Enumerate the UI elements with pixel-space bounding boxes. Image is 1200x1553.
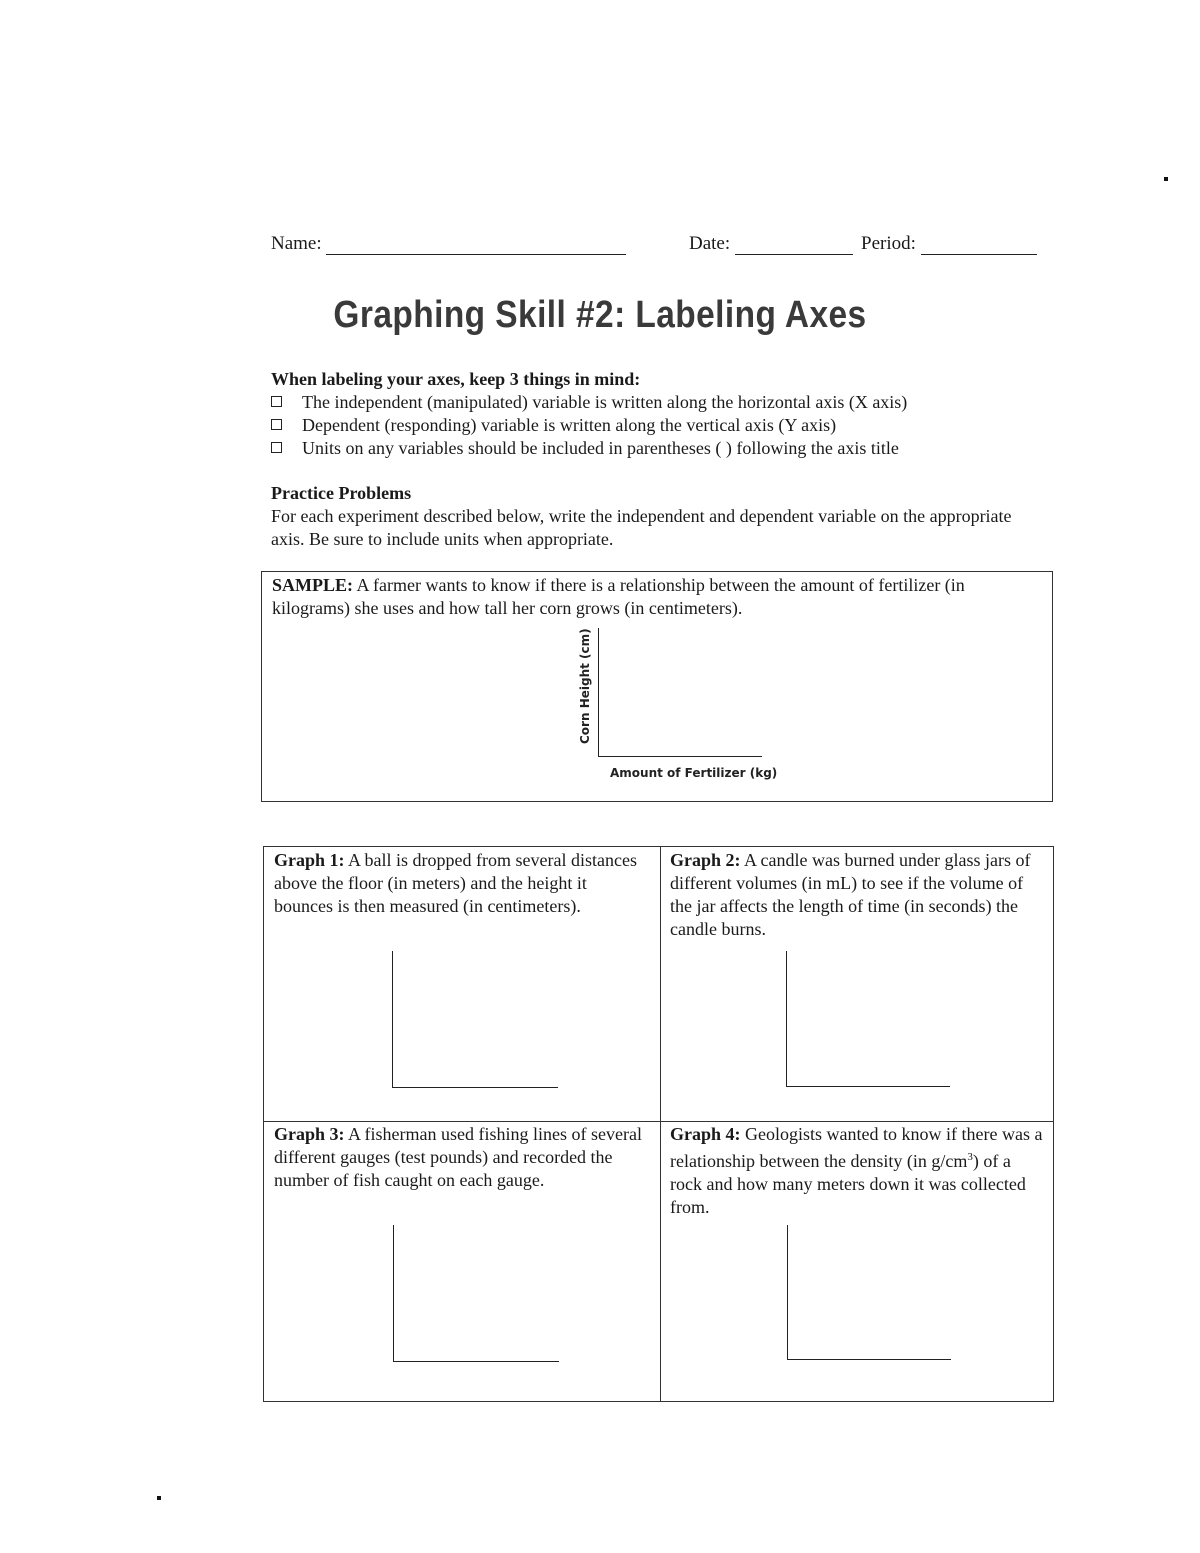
graph-1-description: Graph 1: A ball is dropped from several distances above the floor (in meters) and the height it bounces is then measured (in centimeters). <box>274 850 637 916</box>
bullet-item: Dependent (responding) variable is written along the vertical axis (Y axis) <box>271 414 1071 437</box>
sample-x-axis <box>598 756 762 757</box>
intro-heading: When labeling your axes, keep 3 things in mind: <box>271 369 641 389</box>
period-blank[interactable] <box>921 232 1037 255</box>
checkbox-icon <box>271 419 282 430</box>
sample-box <box>261 571 1053 802</box>
checkbox-icon <box>271 442 282 453</box>
scan-speck <box>1164 177 1168 181</box>
practice-heading: Practice Problems <box>271 483 412 503</box>
date-blank[interactable] <box>735 232 853 255</box>
bullet-item: The independent (manipulated) variable is written along the horizontal axis (X axis) <box>271 391 1071 414</box>
page-title: Graphing Skill #2: Labeling Axes <box>333 294 867 336</box>
practice-section <box>271 482 1031 551</box>
intro-section <box>271 368 1071 460</box>
practice-instructions: For each experiment described below, write the independent and dependent variable on the appropriate axis. Be sure to include units when appropriate. <box>271 506 1012 549</box>
graph-3-label: Graph 3: <box>274 1124 345 1144</box>
graph-4-y-axis[interactable] <box>787 1225 788 1359</box>
graph-2-cell <box>660 847 1055 1121</box>
graph-1-cell <box>264 847 660 1121</box>
name-label: Name: <box>271 233 322 254</box>
graph-grid <box>263 846 1054 1402</box>
graph-2-description: Graph 2: A candle was burned under glass jars of different volumes (in mL) to see if the volume of the jar affects the length of time (in seconds) the candle burns. <box>670 850 1031 939</box>
graph-3-description: Graph 3: A fisherman used fishing lines of several different gauges (test pounds) and recorded the number of fish caught on each gauge. <box>274 1124 642 1190</box>
name-field[interactable] <box>271 232 626 255</box>
checkbox-icon <box>271 396 282 407</box>
graph-4-description: Graph 4: Geologists wanted to know if there was a relationship between the density (in $g/cm^3$) of a rock and how many meters down it was collected from. <box>670 1124 1043 1217</box>
sample-x-axis-label: Amount of Fertilizer (kg) <box>610 766 778 780</box>
date-label: Date: <box>689 233 731 254</box>
period-field[interactable] <box>861 232 1037 255</box>
date-field[interactable] <box>689 232 853 255</box>
sample-description: SAMPLE: A farmer wants to know if there is a relationship between the amount of fertilizer (in kilograms) she uses and how tall her corn grows (in centimeters). <box>272 575 965 618</box>
graph-1-label: Graph 1: <box>274 850 345 870</box>
graph-4-cell <box>660 1121 1055 1401</box>
graph-2-y-axis[interactable] <box>786 951 787 1086</box>
bullet-item: Units on any variables should be included in parentheses ( ) following the axis title <box>271 437 1071 460</box>
graph-2-x-axis[interactable] <box>786 1086 950 1087</box>
sample-y-axis <box>598 628 599 756</box>
graph-3-y-axis[interactable] <box>393 1225 394 1361</box>
graph-3-cell <box>264 1121 660 1401</box>
graph-1-y-axis[interactable] <box>392 951 393 1087</box>
graph-4-label: Graph 4: <box>670 1124 741 1144</box>
scan-speck <box>157 1496 161 1500</box>
graph-2-label: Graph 2: <box>670 850 741 870</box>
graph-4-x-axis[interactable] <box>787 1359 951 1360</box>
period-label: Period: <box>861 233 916 254</box>
sample-label: SAMPLE: <box>272 575 353 595</box>
sample-y-axis-label: Corn Height (cm) <box>578 628 592 744</box>
graph-3-x-axis[interactable] <box>393 1361 559 1362</box>
graph-1-x-axis[interactable] <box>392 1087 558 1088</box>
name-blank[interactable] <box>326 232 626 255</box>
